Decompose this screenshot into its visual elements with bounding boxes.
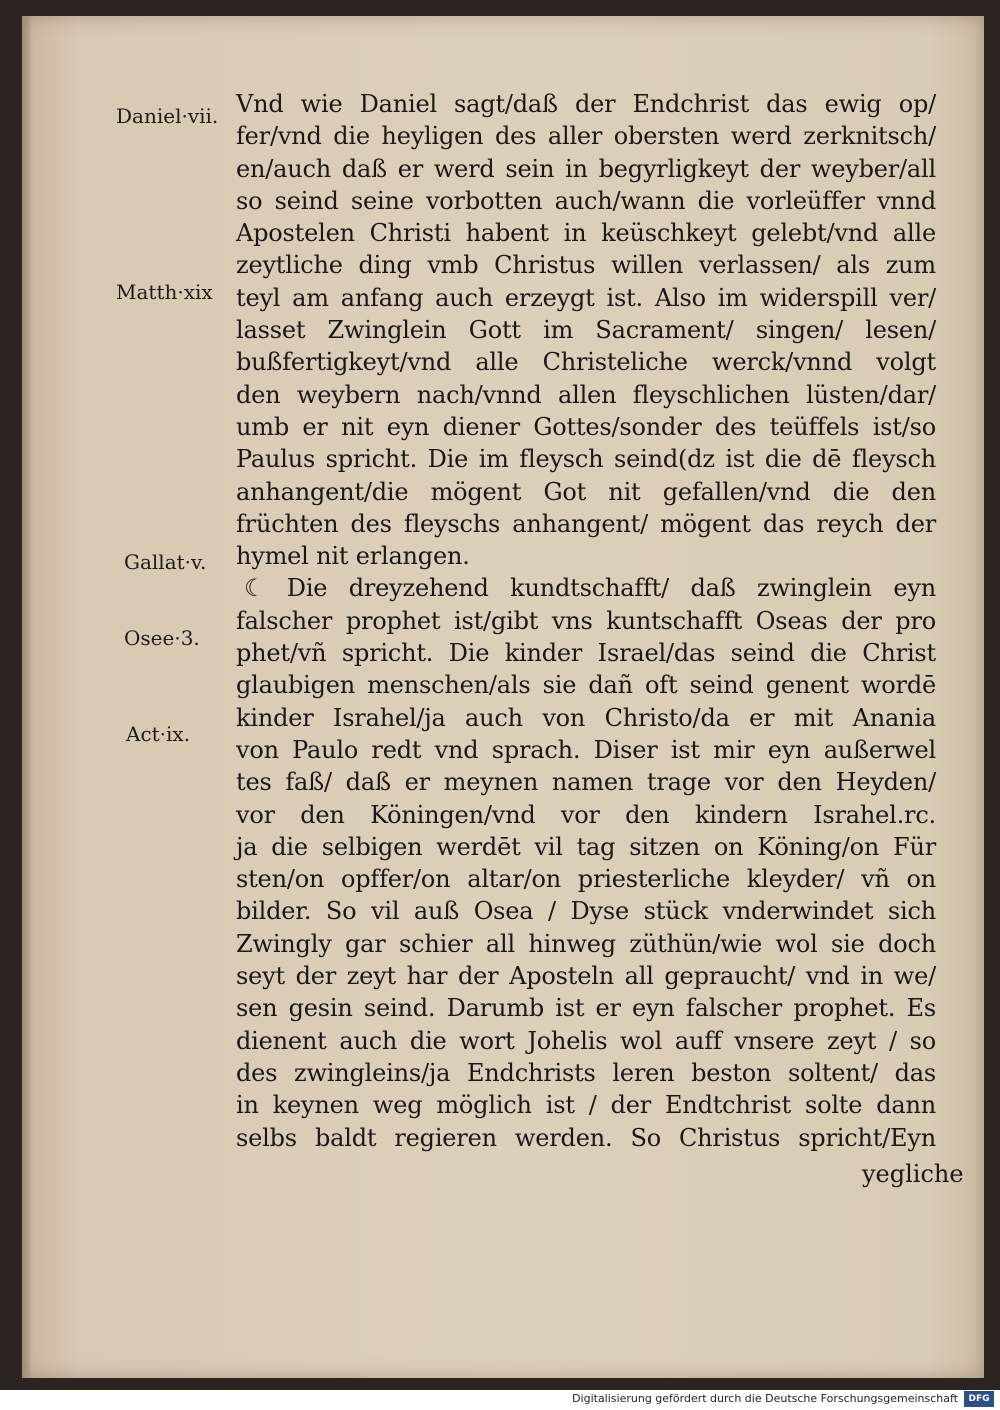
text-line: von Paulo redt vnd sprach. Diser ist mir eyn außerwel — [236, 735, 936, 764]
text-line: tes faß/ daß er meynen namen trage vor den Heyden/ — [236, 768, 936, 797]
text-line: früchten des fleyschs anhangent/ mögent das reych der — [236, 509, 936, 538]
text-line: Zwingly gar schier all hinweg züthün/wie wol sie doch — [236, 929, 936, 958]
text-line: seyt der zeyt har der Aposteln all gepraucht/ vnd in we/ — [236, 962, 936, 991]
text-line: zeytliche ding vmb Christus willen verlassen/ als zum — [236, 251, 936, 280]
text-line: falscher prophet ist/gibt vns kuntschafft Oseas der pro — [236, 606, 936, 635]
dfg-logo: DFG — [964, 1391, 994, 1407]
page-gutter-shadow — [22, 16, 32, 1378]
text-line: Vnd wie Daniel sagt/daß der Endchrist das ewig op/ — [236, 90, 936, 118]
text-line: bilder. So vil auß Osea / Dyse stück vnderwindet sich — [236, 897, 936, 926]
margin-note-daniel: Daniel·vii. — [116, 104, 219, 128]
margin-note-hosea: Osee·3. — [124, 626, 200, 650]
text-line: vor den Köningen/vnd vor den kindern Israhel.rc. — [236, 800, 936, 829]
text-line: sen gesin seind. Darumb ist er eyn falscher prophet. Es — [236, 994, 936, 1023]
text-line: hymel nit erlangen. — [236, 542, 470, 571]
margin-note-matthew: Matth·xix — [116, 280, 213, 304]
text-line: in keynen weg möglich ist / der Endtchrist solte dann — [236, 1091, 936, 1120]
text-line: Paulus spricht. Die im fleysch seind(dz ist die dē fleysch — [236, 445, 936, 474]
text-line: des zwingleins/ja Endchrists leren beston soltent/ das — [236, 1058, 936, 1087]
text-line: fer/vnd die heyligen des aller obersten werd zerknitsch/ — [236, 122, 936, 151]
footer-credit: Digitalisierung gefördert durch die Deutsche Forschungsgemeinschaft — [572, 1392, 958, 1405]
catchword: yegliche — [862, 1160, 964, 1188]
margin-note-galatians: Gallat·v. — [124, 550, 207, 574]
text-line: den weybern nach/vnnd allen fleyschlichen lüsten/dar/ — [236, 380, 936, 409]
text-line: en/auch daß er werd sein in begyrligkeyt der weyber/all — [236, 154, 936, 183]
text-line: teyl am anfang auch erzeygt ist. Also im widerspill ver/ — [236, 283, 936, 312]
text-line: sten/on opffer/on altar/on priesterliche kleyder/ vñ on — [236, 865, 936, 894]
text-line: phet/vñ spricht. Die kinder Israel/das seind die Christ — [236, 639, 936, 668]
text-line: so seind seine vorbotten auch/wann die vorleüffer vnnd — [236, 186, 936, 215]
text-line: kinder Israhel/ja auch von Christo/da er mit Anania — [236, 703, 936, 732]
paragraph-start-line: ☾ Die dreyzehend kundtschafft/ daß zwinglein eyn — [244, 574, 936, 603]
digitization-footer — [0, 1390, 1000, 1410]
text-line: glaubigen menschen/als sie dañ oft seind genent wordē — [236, 671, 936, 700]
margin-note-acts: Act·ix. — [126, 722, 191, 746]
text-line: umb er nit eyn diener Gottes/sonder des teüffels ist/so — [236, 412, 936, 441]
text-line: dienent auch die wort Johelis wol auff vnsere zeyt / so — [236, 1026, 936, 1055]
main-text-block — [236, 88, 936, 1154]
text-line: selbs baldt regieren werden. So Christus spricht/Eyn — [236, 1123, 936, 1152]
text-line: lasset Zwinglein Gott im Sacrament/ singen/ lesen/ — [236, 316, 936, 345]
text-line: ja die selbigen werdēt vil tag sitzen on Köning/on Für — [236, 832, 936, 861]
text-line: bußfertigkeyt/vnd alle Christeliche werck/vnnd volgt — [236, 348, 936, 377]
text-line: anhangent/die mögent Got nit gefallen/vnd die den — [236, 477, 936, 506]
text-line: Apostelen Christi habent in keüschkeyt gelebt/vnd alle — [236, 219, 936, 248]
